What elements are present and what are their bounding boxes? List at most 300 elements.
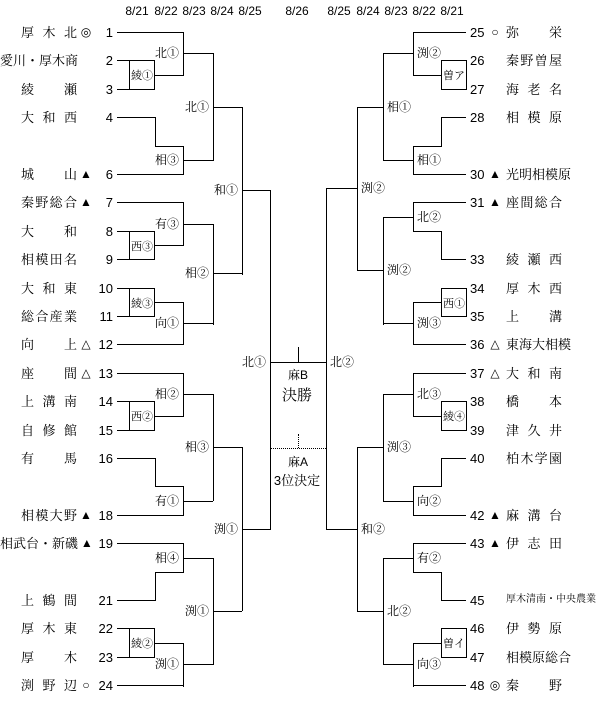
bracket-line bbox=[270, 190, 271, 530]
match-label-box: 西① bbox=[441, 288, 467, 317]
bracket-line bbox=[413, 515, 466, 516]
bracket-line bbox=[117, 60, 129, 61]
bracket-line bbox=[117, 373, 183, 374]
bracket-line bbox=[413, 685, 466, 686]
date-label: 8/26 bbox=[285, 4, 309, 18]
bracket-line bbox=[466, 89, 467, 90]
team-row bbox=[470, 166, 610, 182]
bracket-line bbox=[441, 572, 442, 601]
date-label: 8/22 bbox=[412, 4, 436, 18]
team-name: 有 馬 bbox=[21, 450, 77, 466]
seed-mark: △ bbox=[81, 337, 91, 351]
team-name: 厚木清南・中央農業 bbox=[506, 594, 596, 605]
team-name: 麻 溝 台 bbox=[506, 507, 562, 523]
team-row bbox=[470, 336, 610, 352]
team-number: 14 bbox=[98, 393, 113, 409]
team-name: 綾 瀬 bbox=[21, 81, 77, 97]
bracket-line bbox=[383, 53, 384, 161]
seed-mark: ▲ bbox=[489, 167, 501, 181]
bracket-line bbox=[117, 600, 155, 601]
date-label: 8/21 bbox=[125, 4, 149, 18]
team-row bbox=[470, 52, 610, 68]
bracket-line bbox=[213, 273, 242, 274]
bracket-line bbox=[441, 600, 466, 601]
bracket-line bbox=[117, 231, 129, 232]
bracket-line bbox=[441, 117, 466, 118]
bracket-line bbox=[383, 501, 413, 502]
bracket-line bbox=[213, 611, 242, 612]
match-label: 相① bbox=[417, 153, 442, 167]
team-number: 48 bbox=[470, 677, 485, 693]
bracket-line bbox=[466, 430, 467, 431]
third-place-venue-label: 麻A bbox=[287, 455, 309, 469]
seed-mark: ◎ bbox=[489, 678, 501, 692]
team-row bbox=[0, 365, 113, 381]
team-row bbox=[470, 393, 610, 409]
bracket-line bbox=[183, 558, 213, 559]
date-label: 8/23 bbox=[384, 4, 408, 18]
bracket-line bbox=[117, 117, 155, 118]
match-label: 北① bbox=[241, 355, 266, 369]
team-number: 47 bbox=[470, 649, 485, 665]
bracket-line bbox=[183, 224, 213, 225]
team-name: 伊 志 田 bbox=[506, 535, 562, 551]
third-place-title: 3位決定 bbox=[273, 473, 321, 488]
bracket-line bbox=[213, 224, 214, 325]
bracket-line bbox=[413, 572, 441, 573]
bracket-line bbox=[383, 558, 384, 665]
date-label: 8/23 bbox=[182, 4, 206, 18]
team-number: 15 bbox=[98, 422, 113, 438]
bracket-line bbox=[117, 32, 183, 33]
team-name: 秦 野 曽 屋 bbox=[506, 52, 562, 68]
team-row bbox=[0, 308, 113, 324]
bracket-line bbox=[155, 416, 183, 417]
team-name: 相 模 原 bbox=[506, 109, 562, 125]
date-label: 8/22 bbox=[154, 4, 178, 18]
bracket-line bbox=[357, 447, 383, 448]
bracket-line bbox=[413, 302, 414, 345]
bracket-line bbox=[466, 401, 467, 402]
bracket-line bbox=[383, 160, 413, 161]
team-name: 大 和 bbox=[21, 223, 77, 239]
bracket-line bbox=[466, 60, 467, 61]
match-label: 北① bbox=[154, 46, 179, 60]
bracket-line bbox=[117, 515, 183, 516]
bracket-line bbox=[155, 146, 183, 147]
team-name: 城 山 bbox=[21, 166, 77, 182]
match-label: 渕② bbox=[387, 263, 412, 277]
team-number: 33 bbox=[470, 251, 485, 267]
bracket-line bbox=[155, 75, 183, 76]
match-label-box: 西③ bbox=[129, 231, 155, 260]
seed-mark: ▲ bbox=[80, 195, 92, 209]
team-name: 秦 野 総 合 bbox=[21, 194, 77, 210]
match-label: 北② bbox=[330, 355, 355, 369]
bracket-line bbox=[413, 543, 414, 573]
team-name: 向 上 bbox=[21, 336, 77, 352]
seed-mark: ▲ bbox=[489, 508, 501, 522]
team-row bbox=[470, 507, 610, 523]
seed-mark: ○ bbox=[82, 678, 90, 692]
team-name: 柏 木 学 園 bbox=[506, 450, 562, 466]
team-row bbox=[0, 677, 113, 693]
team-row bbox=[0, 535, 113, 551]
team-name: 厚 木 bbox=[21, 649, 77, 665]
team-name: 厚 木 西 bbox=[506, 280, 562, 296]
seed-mark: ▲ bbox=[80, 536, 93, 550]
team-name: 上 溝 bbox=[506, 308, 562, 324]
champion-line bbox=[298, 347, 299, 363]
team-name: 厚 木 北 bbox=[21, 24, 77, 40]
team-row bbox=[0, 251, 113, 267]
team-row bbox=[0, 649, 113, 665]
team-name: 上 鶴 間 bbox=[21, 592, 77, 608]
team-number: 19 bbox=[98, 535, 113, 551]
team-name: 橋 本 bbox=[506, 393, 562, 409]
team-number: 12 bbox=[98, 336, 113, 352]
bracket-line bbox=[117, 657, 129, 658]
team-number: 37 bbox=[470, 365, 485, 381]
date-label: 8/25 bbox=[327, 4, 351, 18]
bracket-line bbox=[326, 188, 357, 189]
bracket-line bbox=[357, 107, 358, 271]
team-name: 秦 野 bbox=[506, 677, 562, 693]
team-row bbox=[470, 251, 610, 267]
bracket-line bbox=[383, 558, 413, 559]
bracket-line bbox=[413, 373, 414, 417]
team-number: 4 bbox=[105, 109, 113, 125]
match-label: 有② bbox=[417, 551, 442, 565]
team-number: 45 bbox=[470, 592, 485, 608]
bracket-line bbox=[413, 302, 441, 303]
team-row bbox=[470, 677, 610, 693]
bracket-line bbox=[413, 146, 414, 175]
team-number: 39 bbox=[470, 422, 485, 438]
bracket-line bbox=[413, 373, 466, 374]
bracket-line bbox=[117, 344, 183, 345]
match-label-box: 綾④ bbox=[441, 401, 467, 431]
team-number: 24 bbox=[98, 677, 113, 693]
match-label: 相② bbox=[154, 387, 179, 401]
team-row bbox=[0, 393, 113, 409]
bracket-line bbox=[413, 486, 441, 487]
bracket-line bbox=[413, 32, 466, 33]
team-row bbox=[470, 450, 610, 466]
team-row bbox=[470, 649, 610, 665]
bracket-line bbox=[183, 501, 213, 502]
team-number: 22 bbox=[98, 620, 113, 636]
bracket-line bbox=[117, 174, 183, 175]
bracket-line bbox=[155, 572, 183, 573]
team-number: 38 bbox=[470, 393, 485, 409]
bracket-line bbox=[117, 401, 129, 402]
bracket-line bbox=[413, 202, 466, 203]
team-row bbox=[470, 535, 610, 551]
seed-mark: ▲ bbox=[489, 536, 501, 550]
team-name: 綾 瀬 西 bbox=[506, 251, 562, 267]
match-label: 有① bbox=[154, 494, 179, 508]
bracket-line bbox=[413, 75, 441, 76]
team-number: 34 bbox=[470, 280, 485, 296]
team-number: 25 bbox=[470, 24, 485, 40]
date-label: 8/24 bbox=[210, 4, 234, 18]
team-name: 弥 栄 bbox=[506, 24, 562, 40]
team-row bbox=[0, 223, 113, 239]
team-number: 1 bbox=[105, 24, 113, 40]
seed-mark: △ bbox=[490, 337, 500, 351]
bracket-line bbox=[326, 188, 327, 530]
team-row bbox=[0, 450, 113, 466]
bracket-line bbox=[183, 394, 213, 395]
team-row bbox=[470, 109, 610, 125]
bracket-line bbox=[155, 302, 183, 303]
team-number: 16 bbox=[98, 450, 113, 466]
bracket-line bbox=[466, 628, 467, 629]
bracket-line bbox=[383, 664, 413, 665]
team-number: 23 bbox=[98, 649, 113, 665]
bracket-line bbox=[383, 53, 413, 54]
team-name: 座 間 総 合 bbox=[506, 194, 562, 210]
match-label: 渕① bbox=[213, 522, 238, 536]
team-row bbox=[0, 81, 113, 97]
bracket-line bbox=[383, 217, 384, 325]
team-row bbox=[0, 194, 113, 210]
team-row bbox=[0, 52, 113, 68]
bracket-line bbox=[242, 529, 270, 530]
match-label: 相③ bbox=[184, 440, 209, 454]
team-number: 2 bbox=[105, 52, 113, 68]
seed-mark: ▲ bbox=[80, 167, 92, 181]
team-number: 21 bbox=[98, 592, 113, 608]
match-label-box: 西② bbox=[129, 401, 155, 431]
date-label: 8/25 bbox=[238, 4, 262, 18]
bracket-line bbox=[357, 270, 383, 271]
match-label-box: 綾① bbox=[129, 60, 155, 90]
team-row bbox=[0, 24, 113, 40]
bracket-line bbox=[413, 416, 441, 417]
bracket-line bbox=[413, 543, 466, 544]
team-number: 40 bbox=[470, 450, 485, 466]
team-name: 総 合 産 業 bbox=[21, 308, 77, 324]
seed-mark: △ bbox=[490, 366, 500, 380]
seed-mark: ○ bbox=[491, 25, 499, 39]
bracket-line bbox=[413, 344, 466, 345]
bracket-line bbox=[117, 685, 183, 686]
match-label: 向② bbox=[417, 494, 442, 508]
team-number: 6 bbox=[105, 166, 113, 182]
bracket-line bbox=[413, 202, 414, 232]
team-row bbox=[0, 109, 113, 125]
match-label: 渕① bbox=[184, 604, 209, 618]
bracket-line bbox=[357, 611, 383, 612]
team-name: 相 模 大 野 bbox=[21, 507, 77, 523]
bracket-line bbox=[466, 657, 467, 658]
bracket-line bbox=[117, 430, 129, 431]
team-row bbox=[0, 620, 113, 636]
team-name: 厚 木 東 bbox=[21, 620, 77, 636]
bracket-line bbox=[441, 458, 466, 459]
bracket-line bbox=[383, 394, 384, 501]
team-number: 13 bbox=[98, 365, 113, 381]
team-row bbox=[0, 507, 113, 523]
bracket-line bbox=[441, 231, 442, 260]
match-label-box: 曽イ bbox=[441, 628, 467, 658]
match-label: 相③ bbox=[154, 153, 179, 167]
match-label-box: 曽ア bbox=[441, 60, 467, 90]
team-row bbox=[0, 336, 113, 352]
match-label: 北③ bbox=[417, 387, 442, 401]
match-label: 相① bbox=[387, 100, 412, 114]
seed-mark: ◎ bbox=[80, 25, 92, 39]
team-number: 7 bbox=[105, 194, 113, 210]
seed-mark: ▲ bbox=[489, 195, 501, 209]
team-name: 相 模 田 名 bbox=[21, 251, 77, 267]
bracket-line bbox=[183, 32, 184, 76]
match-label: 和② bbox=[361, 522, 386, 536]
bracket-line bbox=[242, 190, 270, 191]
bracket-line bbox=[155, 458, 156, 487]
bracket-line bbox=[357, 447, 358, 611]
team-number: 46 bbox=[470, 620, 485, 636]
team-number: 36 bbox=[470, 336, 485, 352]
bracket-line bbox=[155, 643, 183, 644]
final-title: 決勝 bbox=[281, 387, 313, 404]
team-number: 31 bbox=[470, 194, 485, 210]
team-row bbox=[0, 166, 113, 182]
match-label: 有③ bbox=[154, 217, 179, 231]
bracket-line bbox=[441, 259, 466, 260]
team-number: 26 bbox=[470, 52, 485, 68]
team-name: 津 久 井 bbox=[506, 422, 562, 438]
team-row bbox=[470, 81, 610, 97]
team-row bbox=[470, 24, 610, 40]
bracket-line bbox=[155, 117, 156, 147]
bracket-line bbox=[155, 486, 183, 487]
bracket-line bbox=[441, 458, 442, 487]
bracket-line bbox=[413, 643, 441, 644]
team-row bbox=[470, 422, 610, 438]
bracket-line bbox=[117, 628, 129, 629]
bracket-line bbox=[183, 160, 213, 161]
bracket-line bbox=[413, 231, 441, 232]
bracket-line bbox=[413, 486, 414, 516]
bracket-line bbox=[155, 572, 156, 601]
team-number: 9 bbox=[105, 251, 113, 267]
match-label: 向① bbox=[154, 316, 179, 330]
team-number: 43 bbox=[470, 535, 485, 551]
bracket-line bbox=[183, 643, 184, 687]
team-row bbox=[470, 620, 610, 636]
team-number: 11 bbox=[99, 308, 113, 324]
team-row bbox=[470, 194, 610, 210]
bracket-line bbox=[117, 259, 129, 260]
match-label: 相④ bbox=[154, 551, 179, 565]
bracket-line bbox=[117, 89, 129, 90]
bracket-line bbox=[117, 202, 183, 203]
bracket-line bbox=[383, 323, 413, 324]
bracket-line bbox=[117, 288, 129, 289]
team-number: 35 bbox=[470, 308, 485, 324]
seed-mark: △ bbox=[81, 366, 91, 380]
third-place-tick bbox=[298, 434, 299, 448]
team-name: 上 溝 南 bbox=[21, 393, 77, 409]
team-number: 28 bbox=[470, 109, 485, 125]
match-label: 相② bbox=[184, 266, 209, 280]
bracket-line bbox=[326, 529, 357, 530]
match-label: 北② bbox=[387, 604, 412, 618]
team-name: 大 和 南 bbox=[506, 365, 562, 381]
bracket-line bbox=[183, 53, 213, 54]
date-label: 8/24 bbox=[356, 4, 380, 18]
team-name: 海 老 名 bbox=[506, 81, 562, 97]
bracket-line bbox=[441, 117, 442, 147]
bracket-line bbox=[183, 323, 213, 324]
team-row bbox=[470, 308, 610, 324]
match-label: 北② bbox=[417, 210, 442, 224]
bracket-line bbox=[242, 107, 243, 275]
team-number: 30 bbox=[470, 166, 485, 182]
team-name: 座 間 bbox=[21, 365, 77, 381]
team-name: 大 和 西 bbox=[21, 109, 77, 125]
final-venue-label: 麻B bbox=[287, 368, 309, 382]
bracket-line bbox=[466, 288, 467, 289]
team-name: 光明相模原 bbox=[506, 166, 572, 182]
match-label-box: 綾③ bbox=[129, 288, 155, 317]
team-name: 大 和 東 bbox=[21, 280, 77, 296]
date-label: 8/21 bbox=[440, 4, 464, 18]
team-row bbox=[470, 592, 610, 608]
match-label: 北① bbox=[184, 100, 209, 114]
team-row bbox=[470, 280, 610, 296]
match-label: 和① bbox=[213, 183, 238, 197]
match-label: 渕③ bbox=[387, 440, 412, 454]
bracket-line bbox=[117, 543, 183, 544]
bracket-line bbox=[155, 245, 183, 246]
team-number: 8 bbox=[105, 223, 113, 239]
match-label: 渕③ bbox=[417, 316, 442, 330]
bracket-line bbox=[383, 394, 413, 395]
bracket-line bbox=[357, 107, 383, 108]
team-row bbox=[0, 422, 113, 438]
team-name: 愛川・厚木商 bbox=[0, 52, 79, 68]
match-label: 渕② bbox=[417, 46, 442, 60]
bracket-line bbox=[213, 447, 242, 448]
bracket-line bbox=[213, 107, 242, 108]
team-name: 相武台・新磯 bbox=[0, 535, 79, 551]
team-number: 10 bbox=[98, 280, 113, 296]
team-row bbox=[0, 592, 113, 608]
bracket-line bbox=[413, 643, 414, 687]
team-name: 伊 勢 原 bbox=[506, 620, 562, 636]
third-place-line bbox=[270, 448, 326, 449]
team-row bbox=[0, 280, 113, 296]
team-name: 渕 野 辺 bbox=[21, 677, 77, 693]
bracket-line bbox=[413, 146, 441, 147]
team-name: 自 修 館 bbox=[21, 422, 77, 438]
team-row bbox=[470, 365, 610, 381]
team-name: 相模原総合 bbox=[506, 649, 572, 665]
bracket-line bbox=[383, 217, 413, 218]
bracket-line bbox=[117, 316, 129, 317]
bracket-line bbox=[183, 664, 213, 665]
team-number: 18 bbox=[98, 507, 113, 523]
team-number: 27 bbox=[470, 81, 485, 97]
team-number: 3 bbox=[105, 81, 113, 97]
bracket-line bbox=[413, 174, 466, 175]
team-name: 東海大相模 bbox=[506, 336, 572, 352]
bracket-line bbox=[413, 32, 414, 76]
